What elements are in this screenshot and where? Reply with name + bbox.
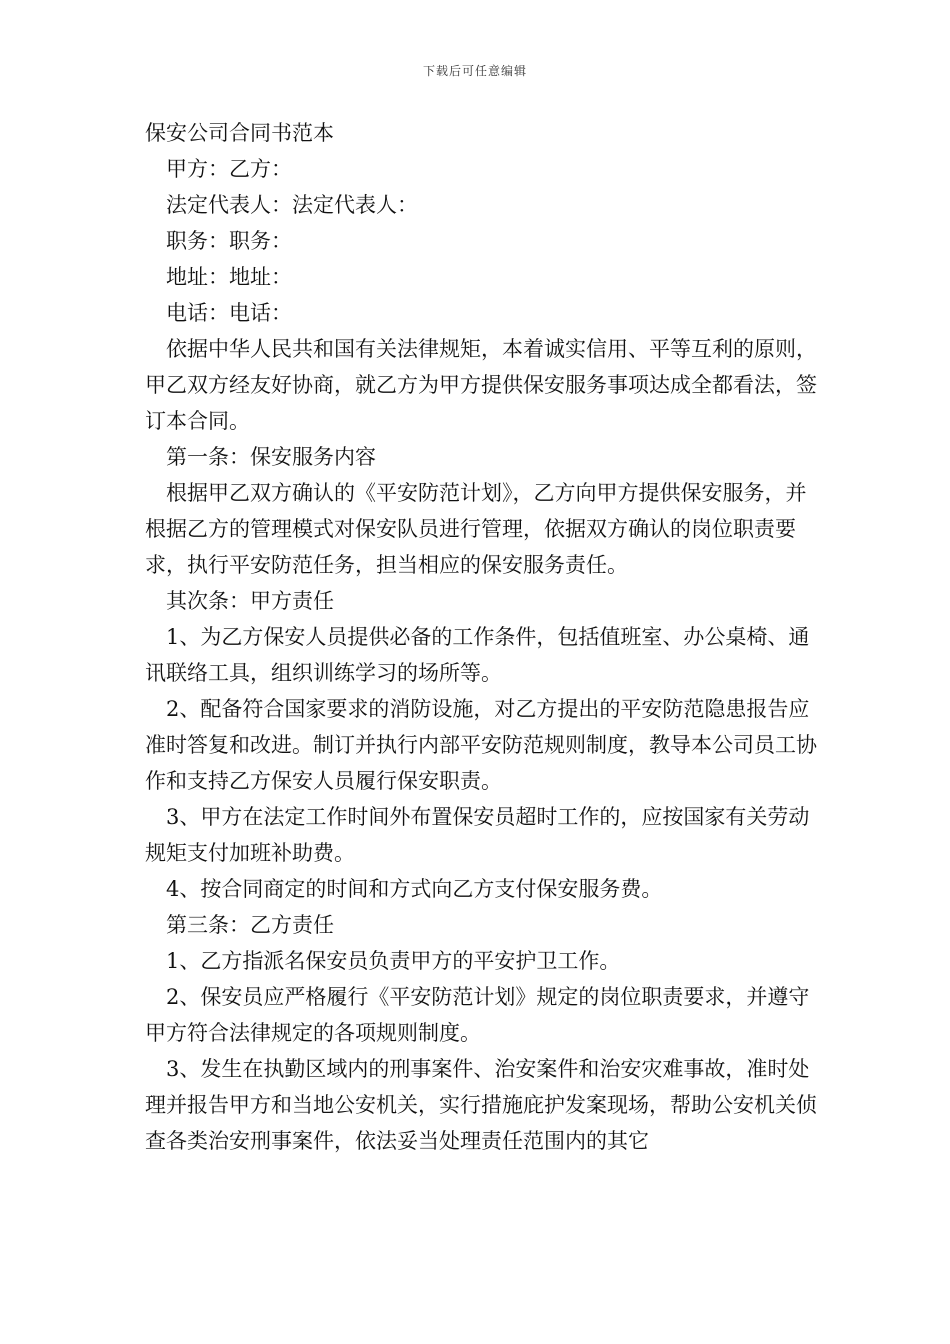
article-3-item-1: 1、乙方指派名保安员负责甲方的平安护卫工作。 xyxy=(166,949,621,973)
article-3-item-3: 3、发生在执勤区域内的刑事案件、治安案件和治安灾难事故，准时处理并报告甲方和当地公安机关，实行措施庇护发案现场，帮助公安机关侦查各类治安刑事案件，依法妥当处理责任范围内的其它 xyxy=(145,1057,817,1153)
article-3-item-2: 2、保安员应严格履行《平安防范计划》规定的岗位职责要求，并遵守甲方符合法律规定的各项规则制度。 xyxy=(145,985,810,1045)
article-2-heading: 其次条：甲方责任 xyxy=(166,589,334,613)
phone-line: 电话：电话： xyxy=(166,301,292,325)
article-2-item-3: 3、甲方在法定工作时间外布置保安员超时工作的，应按国家有关劳动规矩支付加班补助费。 xyxy=(145,805,810,865)
article-3-heading: 第三条：乙方责任 xyxy=(166,913,334,937)
page-header-note: 下载后可任意编辑 xyxy=(422,64,527,78)
document-title: 保安公司合同书范本 xyxy=(145,121,334,145)
legal-rep-line: 法定代表人：法定代表人： xyxy=(166,193,418,217)
article-1-heading: 第一条：保安服务内容 xyxy=(166,445,376,469)
article-2-item-1: 1、为乙方保安人员提供必备的工作条件，包括值班室、办公桌椅、通讯联络工具，组织训练学习的场所等。 xyxy=(145,625,810,685)
article-2-item-4: 4、按合同商定的时间和方式向乙方支付保安服务费。 xyxy=(166,877,663,901)
party-line: 甲方：乙方： xyxy=(166,157,292,181)
preamble-paragraph: 依据中华人民共和国有关法律规矩，本着诚实信用、平等互利的原则，甲乙双方经友好协商，就乙方为甲方提供保安服务事项达成全都看法，签订本合同。 xyxy=(145,337,817,433)
article-1-body: 根据甲乙双方确认的《平安防范计划》，乙方向甲方提供保安服务，并根据乙方的管理模式对保安队员进行管理，依据双方确认的岗位职责要求，执行平安防范任务，担当相应的保安服务责任。 xyxy=(145,481,807,577)
article-2-item-2: 2、配备符合国家要求的消防设施，对乙方提出的平安防范隐患报告应准时答复和改进。制订并执行内部平安防范规则制度，教导本公司员工协作和支持乙方保安人员履行保安职责。 xyxy=(145,697,817,793)
position-line: 职务：职务： xyxy=(166,229,292,253)
document-body xyxy=(145,115,825,1159)
address-line: 地址：地址： xyxy=(166,265,292,289)
